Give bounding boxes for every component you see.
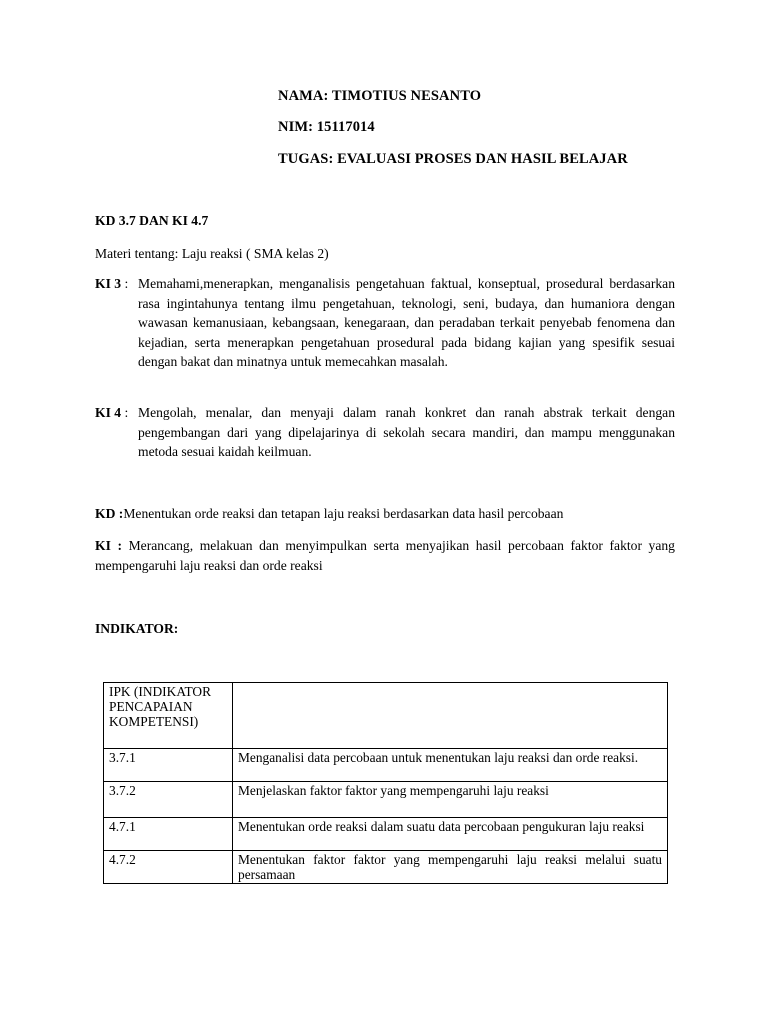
ki4-label: KI 4 xyxy=(95,405,122,420)
ki3-label-wrap xyxy=(95,274,128,294)
table-row xyxy=(104,749,668,782)
table-row xyxy=(104,851,668,884)
ipk-description: Menentukan orde reaksi dalam suatu data percobaan pengukuran laju reaksi xyxy=(233,818,668,851)
kd-text: Menentukan orde reaksi dan tetapan laju reaksi berdasarkan data hasil percobaan xyxy=(123,506,564,521)
table-row xyxy=(104,782,668,818)
ki4-sep: : xyxy=(121,405,129,420)
ipk-code: 3.7.1 xyxy=(104,749,233,782)
table-row xyxy=(104,818,668,851)
ki4-block xyxy=(95,403,675,462)
kd-line xyxy=(95,504,675,524)
ki3-sep: : xyxy=(121,276,129,291)
table-header-row xyxy=(104,683,668,749)
ki3-label: KI 3 xyxy=(95,276,122,291)
ki-text: Merancang, melakuan dan menyimpulkan serta menyajikan hasil percobaan faktor faktor yang mempengaruhi laju reaksi dan orde reaksi xyxy=(95,538,675,573)
indikator-title: INDIKATOR: xyxy=(95,621,179,636)
ki4-text: Mengolah, menalar, dan menyaji dalam ranah konkret dan ranah abstrak terkait dengan pengembangan dari yang dipelajarinya di sekolah secara mandiri, dan mampu menggunakan metoda sesuai kaidah keilmuan. xyxy=(138,405,675,459)
ipk-description: Menentukan faktor faktor yang mempengaruhi laju reaksi melalui suatu persamaan xyxy=(233,851,668,884)
student-nim: NIM: 15117014 xyxy=(278,119,375,135)
ipk-header-empty-cell xyxy=(233,683,668,749)
ipk-description: Menjelaskan faktor faktor yang mempengaruhi laju reaksi xyxy=(233,782,668,818)
kd-label: KD : xyxy=(95,506,124,521)
ki3-text: Memahami,menerapkan, menganalisis pengetahuan faktual, konseptual, prosedural berdasarkan rasa ingintahunya tentang ilmu pengetahuan, teknologi, seni, budaya, dan humaniora dengan wawasan kemanusiaan, kebangsaan, kenegaraan, dan peradaban terkait penyebab fenomena dan kejadian, serta menerapkan pengetahuan prosedural pada bidang kajian yang spesifik sesuai dengan bakat dan minatnya untuk memecahkan masalah. xyxy=(138,276,675,369)
materi-line: Materi tentang: Laju reaksi ( SMA kelas 2) xyxy=(95,246,329,261)
assignment-title: TUGAS: EVALUASI PROSES DAN HASIL BELAJAR xyxy=(278,151,628,167)
ki4-label-wrap xyxy=(95,403,128,423)
ipk-table xyxy=(103,682,668,884)
ipk-code: 4.7.2 xyxy=(104,851,233,884)
ki-label: KI : xyxy=(95,538,122,553)
ipk-code: 4.7.1 xyxy=(104,818,233,851)
ipk-code: 3.7.2 xyxy=(104,782,233,818)
ki-line xyxy=(95,536,675,575)
ipk-description: Menganalisi data percobaan untuk menentukan laju reaksi dan orde reaksi. xyxy=(233,749,668,782)
student-name: NAMA: TIMOTIUS NESANTO xyxy=(278,88,482,104)
kd-ki-title: KD 3.7 DAN KI 4.7 xyxy=(95,213,209,228)
ki3-block xyxy=(95,274,675,372)
ipk-header-cell: IPK (INDIKATOR PENCAPAIAN KOMPETENSI) xyxy=(104,683,233,749)
